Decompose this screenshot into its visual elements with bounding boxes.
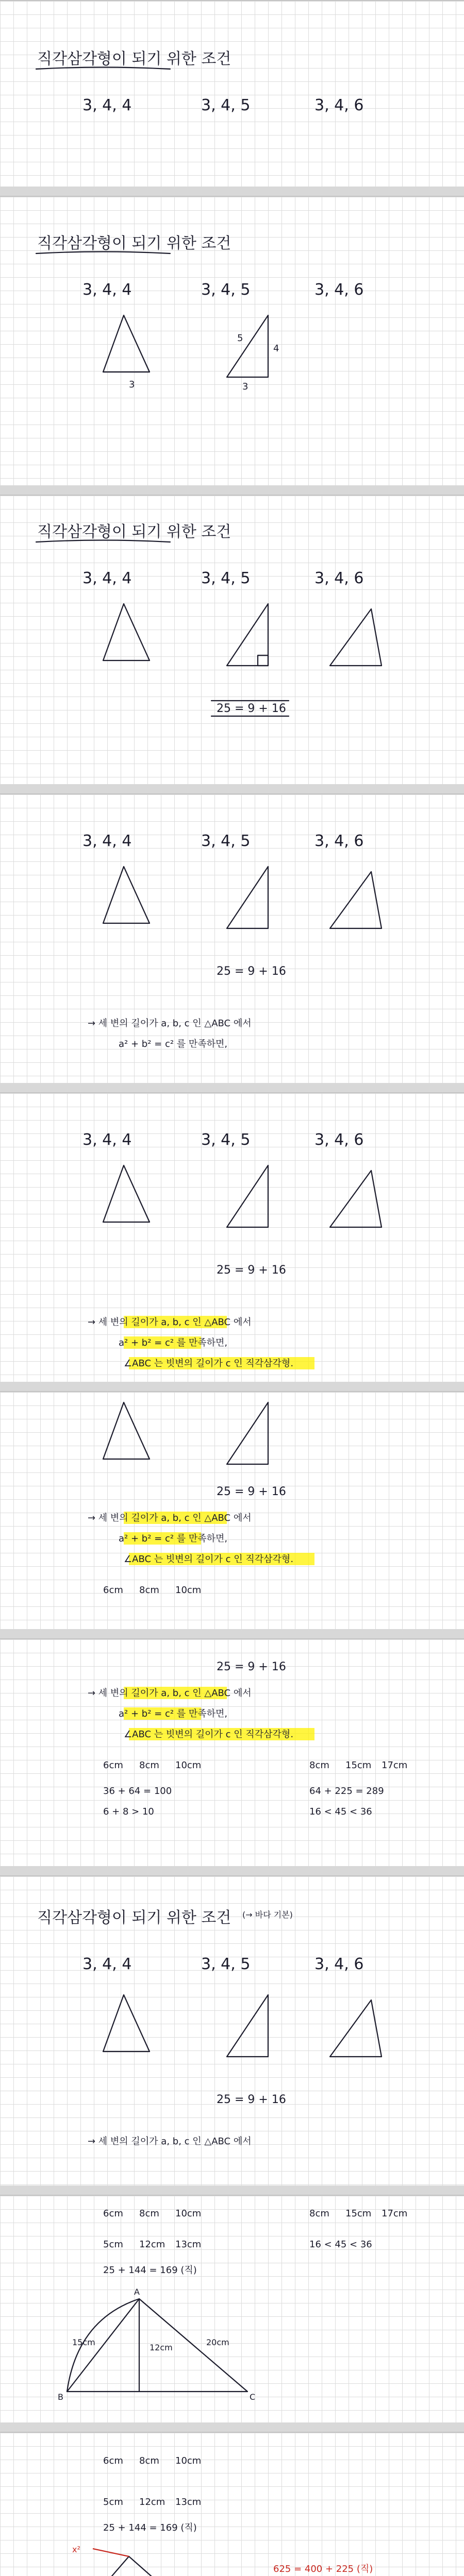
frame-7-canvas bbox=[0, 1639, 464, 1866]
triple-2: 3, 4, 5 bbox=[201, 96, 251, 114]
note-2: a² + b² = c² 를 만족하면, bbox=[119, 1708, 228, 1719]
title: 직각삼각형이 되기 위한 조건 bbox=[37, 50, 231, 68]
note-2: a² + b² = c² 를 만족하면, bbox=[119, 1039, 228, 1049]
check-3: 64 + 225 = 289 bbox=[309, 1786, 384, 1797]
vertex-c: C bbox=[250, 2392, 256, 2402]
equation-1: 25 = 9 + 16 bbox=[217, 1485, 286, 1498]
frame-9-canvas bbox=[0, 2196, 464, 2422]
triple-1: 3, 4, 4 bbox=[82, 1955, 132, 1973]
length-1: 6cm bbox=[103, 2455, 123, 2466]
right-angle-mark bbox=[258, 655, 268, 666]
note-3: ∠ABC 는 빗변의 길이가 c 인 직각삼각형. bbox=[124, 1729, 294, 1740]
title-note: (→ 바다 기본) bbox=[242, 1910, 293, 1920]
red-arrow bbox=[93, 2549, 129, 2556]
title: 직각삼각형이 되기 위한 조건 bbox=[37, 234, 231, 252]
equation-1: 25 = 9 + 16 bbox=[217, 702, 286, 715]
triangle-isosceles bbox=[103, 315, 150, 372]
note-1: → 세 변의 길이가 a, b, c 인 △ABC 에서 bbox=[88, 2136, 252, 2147]
length-row3-3: 17cm bbox=[382, 2208, 408, 2219]
equation-1: 25 = 9 + 16 bbox=[217, 1264, 286, 1277]
triple-3: 3, 4, 6 bbox=[314, 832, 364, 850]
lengths-row-2-2: 12cm bbox=[139, 2239, 165, 2250]
length-3: 10cm bbox=[175, 1760, 202, 1771]
equation-1: 25 = 9 + 16 bbox=[217, 2093, 286, 2106]
lengths-row-2-1: 5cm bbox=[103, 2239, 123, 2250]
frame-4 bbox=[0, 793, 464, 1083]
lengths-row-2-2: 12cm bbox=[139, 2497, 165, 2507]
triangle-abc bbox=[62, 2556, 217, 2576]
triple-1: 3, 4, 4 bbox=[82, 96, 132, 114]
vertex-b: B bbox=[58, 2392, 63, 2402]
triangle-isosceles bbox=[103, 1402, 150, 1459]
note-1: → 세 변의 길이가 a, b, c 인 △ABC 에서 bbox=[88, 1513, 252, 1523]
title: 직각삼각형이 되기 위한 조건 bbox=[37, 1909, 231, 1927]
equation-1: 25 = 9 + 16 bbox=[217, 1660, 286, 1673]
length-row3-2: 15cm bbox=[345, 1760, 372, 1771]
triple-2: 3, 4, 5 bbox=[201, 281, 251, 299]
vertex-a: A bbox=[134, 2287, 140, 2297]
length-row3-1: 8cm bbox=[309, 2208, 329, 2219]
triangle-isosceles bbox=[103, 1165, 150, 1222]
side-label-a: 3 bbox=[242, 381, 248, 392]
triple-1: 3, 4, 4 bbox=[82, 569, 132, 587]
lengths-row-2-3: 13cm bbox=[175, 2239, 202, 2250]
length-3: 10cm bbox=[175, 1585, 202, 1596]
frame-10 bbox=[0, 2432, 464, 2576]
triangle-right bbox=[227, 1402, 268, 1464]
triangle-right bbox=[227, 315, 268, 377]
check-2: 25 + 144 = 169 (직) bbox=[103, 2265, 197, 2276]
note-1: → 세 변의 길이가 a, b, c 인 △ABC 에서 bbox=[88, 1688, 252, 1699]
triangle-obtuse bbox=[330, 609, 382, 666]
frame-2 bbox=[0, 196, 464, 485]
triple-2: 3, 4, 5 bbox=[201, 1955, 251, 1973]
triangle-obtuse bbox=[330, 2000, 382, 2057]
equation-1: 25 = 9 + 16 bbox=[217, 965, 286, 978]
side-label-a: 3 bbox=[129, 379, 135, 390]
triangle-isosceles bbox=[103, 867, 150, 923]
note-3: ∠ABC 는 빗변의 길이가 c 인 직각삼각형. bbox=[124, 1554, 294, 1565]
frame-6 bbox=[0, 1391, 464, 1629]
angle-label: x² bbox=[72, 2545, 80, 2554]
length-2: 8cm bbox=[139, 1760, 159, 1771]
triple-3: 3, 4, 6 bbox=[314, 281, 364, 299]
frame-8 bbox=[0, 1875, 464, 2185]
triangle-right bbox=[227, 1165, 268, 1227]
side-label-b: 4 bbox=[273, 343, 279, 354]
compare-2: 16 < 45 < 36 bbox=[309, 2239, 372, 2250]
triple-3: 3, 4, 6 bbox=[314, 1131, 364, 1149]
length-2: 8cm bbox=[139, 1585, 159, 1596]
triangle-right bbox=[227, 1995, 268, 2057]
length-1: 6cm bbox=[103, 2208, 123, 2219]
frame-4-canvas bbox=[0, 794, 464, 1083]
note-1: → 세 변의 길이가 a, b, c 인 △ABC 에서 bbox=[88, 1317, 252, 1328]
triple-3: 3, 4, 6 bbox=[314, 1955, 364, 1973]
frame-3-canvas bbox=[0, 496, 464, 784]
triangle-obtuse bbox=[330, 1171, 382, 1227]
frame-7 bbox=[0, 1638, 464, 1866]
triple-2: 3, 4, 5 bbox=[201, 569, 251, 587]
lengths-row-2-3: 13cm bbox=[175, 2497, 202, 2507]
note-2: a² + b² = c² 를 만족하면, bbox=[119, 1337, 228, 1348]
length-row3-1: 8cm bbox=[309, 1760, 329, 1771]
note-2: a² + b² = c² 를 만족하면, bbox=[119, 1533, 228, 1544]
triangle-right bbox=[227, 604, 268, 666]
triple-1: 3, 4, 4 bbox=[82, 281, 132, 299]
length-row3-3: 17cm bbox=[382, 1760, 408, 1771]
side-label-c: 5 bbox=[237, 333, 243, 344]
triple-3: 3, 4, 6 bbox=[314, 569, 364, 587]
title: 직각삼각형이 되기 위한 조건 bbox=[37, 523, 231, 541]
height-label: 12cm bbox=[150, 2343, 173, 2352]
triple-3: 3, 4, 6 bbox=[314, 96, 364, 114]
side-ac-label: 20cm bbox=[206, 2337, 229, 2347]
note-3: ∠ABC 는 빗변의 길이가 c 인 직각삼각형. bbox=[124, 1358, 294, 1369]
frame-6-canvas bbox=[0, 1392, 464, 1629]
side-ab-label: 15cm bbox=[72, 2337, 95, 2347]
triple-1: 3, 4, 4 bbox=[82, 1131, 132, 1149]
lengths-row-2-1: 5cm bbox=[103, 2497, 123, 2507]
length-1: 6cm bbox=[103, 1760, 123, 1771]
length-3: 10cm bbox=[175, 2208, 202, 2219]
frame-1 bbox=[0, 0, 464, 187]
compare-2: 16 < 45 < 36 bbox=[309, 1806, 372, 1817]
length-1: 6cm bbox=[103, 1585, 123, 1596]
triangle-obtuse bbox=[330, 872, 382, 928]
area-eq-1: 625 = 400 + 225 (직) bbox=[273, 2564, 373, 2574]
length-2: 8cm bbox=[139, 2208, 159, 2219]
compare-1: 6 + 8 > 10 bbox=[103, 1806, 154, 1817]
triple-2: 3, 4, 5 bbox=[201, 1131, 251, 1149]
frame-8-canvas bbox=[0, 1876, 464, 2185]
triangle-isosceles bbox=[103, 1995, 150, 2052]
frame-2-canvas bbox=[0, 197, 464, 485]
frame-9 bbox=[0, 2195, 464, 2422]
length-row3-2: 15cm bbox=[345, 2208, 372, 2219]
length-3: 10cm bbox=[175, 2455, 202, 2466]
triple-1: 3, 4, 4 bbox=[82, 832, 132, 850]
triple-2: 3, 4, 5 bbox=[201, 832, 251, 850]
frame-10-canvas bbox=[0, 2433, 464, 2576]
length-2: 8cm bbox=[139, 2455, 159, 2466]
note-1: → 세 변의 길이가 a, b, c 인 △ABC 에서 bbox=[88, 1018, 252, 1029]
frame-5-canvas bbox=[0, 1093, 464, 1382]
triangle-right bbox=[227, 867, 268, 928]
triangle-isosceles bbox=[103, 604, 150, 660]
frame-5 bbox=[0, 1092, 464, 1382]
frame-3 bbox=[0, 495, 464, 784]
check-2: 25 + 144 = 169 (직) bbox=[103, 2522, 197, 2533]
check-1: 36 + 64 = 100 bbox=[103, 1786, 172, 1797]
frame-1-canvas bbox=[0, 1, 464, 187]
